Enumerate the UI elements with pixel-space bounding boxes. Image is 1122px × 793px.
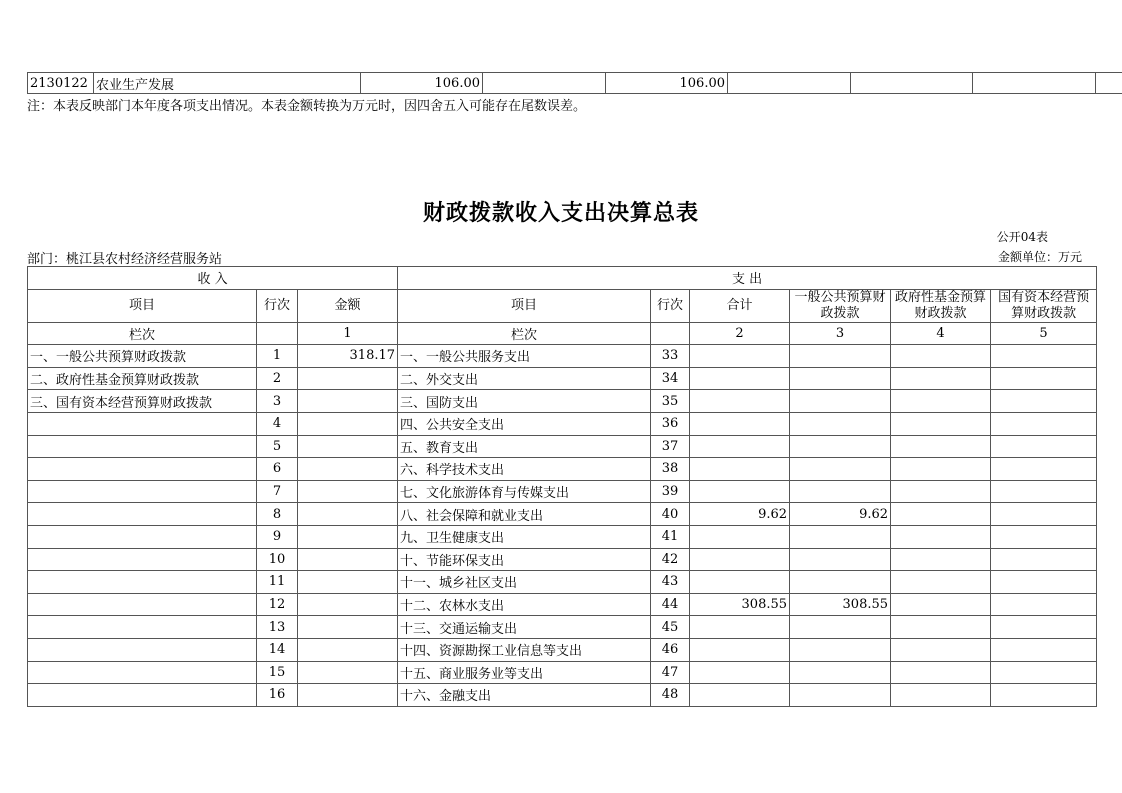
- income-amount-cell: [298, 412, 398, 435]
- income-item-cell: [28, 548, 257, 571]
- general-budget-cell: [790, 571, 891, 594]
- general-budget-cell: 308.55: [790, 593, 891, 616]
- expense-row-no-cell: 43: [651, 571, 690, 594]
- state-capital-cell: [991, 458, 1097, 481]
- expense-row-no-cell: 41: [651, 525, 690, 548]
- gov-fund-cell: [891, 503, 991, 526]
- state-capital-cell: [991, 435, 1097, 458]
- expense-row-no-header: 行次: [651, 289, 690, 322]
- total-cell: [690, 684, 790, 707]
- income-item-cell: 二、政府性基金预算财政拨款: [28, 367, 257, 390]
- total-cell: 308.55: [690, 593, 790, 616]
- empty-cell: [973, 73, 1096, 94]
- expense-section-header: 支 出: [398, 267, 1097, 290]
- income-amount-cell: [298, 571, 398, 594]
- expense-row-no-cell: 48: [651, 684, 690, 707]
- expense-row-no-cell: 36: [651, 412, 690, 435]
- expense-item-cell: 十、节能环保支出: [398, 548, 651, 571]
- expense-row-no-cell: 35: [651, 390, 690, 413]
- total-cell: [690, 571, 790, 594]
- function-code: 2130122: [28, 73, 94, 94]
- expense-row-no-cell: 47: [651, 661, 690, 684]
- gov-fund-cell: [891, 548, 991, 571]
- expense-item-cell: 七、文化旅游体育与传媒支出: [398, 480, 651, 503]
- total-cell: [690, 525, 790, 548]
- table-row: [28, 548, 1097, 571]
- table-row: [28, 412, 1097, 435]
- total-cell: [690, 661, 790, 684]
- income-row-no-cell: 11: [257, 571, 298, 594]
- expense-row-no-cell: 42: [651, 548, 690, 571]
- page-title: 财政拨款收入支出决算总表: [422, 200, 699, 226]
- income-row-no-cell: 7: [257, 480, 298, 503]
- header-row-sections: [28, 267, 1097, 290]
- income-row-no-cell: 5: [257, 435, 298, 458]
- income-amount-cell: [298, 390, 398, 413]
- expense-item-cell: 八、社会保障和就业支出: [398, 503, 651, 526]
- state-capital-cell: [991, 571, 1097, 594]
- income-row-no-header: 行次: [257, 289, 298, 322]
- table-note: 注：本表反映部门本年度各项支出情况。本表金额转换为万元时，因四舍五入可能存在尾数误差。: [27, 99, 587, 114]
- expense-item-cell: 十六、金融支出: [398, 684, 651, 707]
- income-amount-cell: 318.17: [298, 345, 398, 368]
- total-cell: [690, 638, 790, 661]
- income-row-no-cell: 12: [257, 593, 298, 616]
- expense-row-no-cell: 40: [651, 503, 690, 526]
- income-amount-cell: [298, 458, 398, 481]
- income-row-no-cell: 6: [257, 458, 298, 481]
- gov-fund-cell: [891, 593, 991, 616]
- income-item-header: 项目: [28, 289, 257, 322]
- total-cell: [690, 345, 790, 368]
- general-budget-cell: [790, 548, 891, 571]
- table-row: [28, 638, 1097, 661]
- expense-item-cell: 四、公共安全支出: [398, 412, 651, 435]
- income-item-cell: [28, 593, 257, 616]
- general-budget-cell: [790, 412, 891, 435]
- column-number: 1: [298, 322, 398, 345]
- gov-fund-cell: [891, 412, 991, 435]
- income-amount-cell: [298, 503, 398, 526]
- income-item-cell: [28, 435, 257, 458]
- general-budget-cell: [790, 345, 891, 368]
- table-row: [28, 73, 1122, 94]
- general-budget-cell: [790, 480, 891, 503]
- state-capital-cell: [991, 525, 1097, 548]
- table-row: [28, 367, 1097, 390]
- income-item-cell: [28, 638, 257, 661]
- general-budget-cell: [790, 367, 891, 390]
- table-row: [28, 616, 1097, 639]
- function-name: 农业生产发展: [94, 73, 361, 94]
- fiscal-summary-table: [27, 266, 1097, 707]
- expense-row-no-cell: 37: [651, 435, 690, 458]
- table-row: [28, 571, 1097, 594]
- amount-cell: 106.00: [606, 73, 728, 94]
- state-capital-cell: [991, 390, 1097, 413]
- expense-row-no-cell: 38: [651, 458, 690, 481]
- column-number: 4: [891, 322, 991, 345]
- general-budget-cell: [790, 458, 891, 481]
- state-capital-cell: [991, 616, 1097, 639]
- income-row-no-cell: 15: [257, 661, 298, 684]
- income-amount-cell: [298, 367, 398, 390]
- gov-fund-cell: [891, 638, 991, 661]
- state-capital-cell: [991, 593, 1097, 616]
- table-row: [28, 345, 1097, 368]
- income-amount-cell: [298, 480, 398, 503]
- empty-cell: [257, 322, 298, 345]
- income-item-cell: [28, 571, 257, 594]
- expense-row-no-cell: 34: [651, 367, 690, 390]
- total-cell: [690, 480, 790, 503]
- table-row: [28, 684, 1097, 707]
- income-row-no-cell: 13: [257, 616, 298, 639]
- income-item-cell: [28, 684, 257, 707]
- income-item-cell: 三、国有资本经营预算财政拨款: [28, 390, 257, 413]
- empty-cell: [651, 322, 690, 345]
- expense-row-no-cell: 46: [651, 638, 690, 661]
- income-row-no-cell: 2: [257, 367, 298, 390]
- income-amount-cell: [298, 684, 398, 707]
- income-item-cell: [28, 525, 257, 548]
- gov-fund-cell: [891, 345, 991, 368]
- income-item-cell: [28, 480, 257, 503]
- gov-fund-cell: [891, 571, 991, 594]
- expense-item-cell: 十四、资源勘探工业信息等支出: [398, 638, 651, 661]
- expense-item-cell: 十三、交通运输支出: [398, 616, 651, 639]
- general-budget-cell: [790, 616, 891, 639]
- general-budget-cell: [790, 638, 891, 661]
- form-number: 公开04表: [996, 230, 1048, 244]
- table-row: [28, 435, 1097, 458]
- table-row: [28, 525, 1097, 548]
- income-item-cell: [28, 616, 257, 639]
- amount-cell: 106.00: [361, 73, 483, 94]
- state-capital-cell: [991, 503, 1097, 526]
- unit-label: 金额单位：万元: [997, 250, 1082, 264]
- state-capital-cell: [991, 412, 1097, 435]
- income-amount-cell: [298, 638, 398, 661]
- gov-fund-cell: [891, 458, 991, 481]
- column-number: 3: [790, 322, 891, 345]
- previous-table-last-row: [27, 72, 1122, 94]
- gov-fund-cell: [891, 367, 991, 390]
- total-cell: [690, 435, 790, 458]
- total-cell: [690, 367, 790, 390]
- total-cell: [690, 390, 790, 413]
- income-amount-cell: [298, 548, 398, 571]
- expense-row-no-cell: 39: [651, 480, 690, 503]
- expense-row-no-cell: 45: [651, 616, 690, 639]
- expense-item-header: 项目: [398, 289, 651, 322]
- income-row-no-cell: 4: [257, 412, 298, 435]
- department-label: 部门：桃江县农村经济经营服务站: [27, 252, 223, 267]
- income-row-no-cell: 9: [257, 525, 298, 548]
- income-item-cell: 一、一般公共预算财政拨款: [28, 345, 257, 368]
- column-label: 栏次: [398, 322, 651, 345]
- state-capital-cell: [991, 480, 1097, 503]
- state-capital-cell: [991, 548, 1097, 571]
- empty-cell: [851, 73, 973, 94]
- income-amount-cell: [298, 435, 398, 458]
- total-header: 合计: [690, 289, 790, 322]
- income-row-no-cell: 3: [257, 390, 298, 413]
- table-row: [28, 503, 1097, 526]
- gov-fund-cell: [891, 390, 991, 413]
- empty-cell: [1096, 73, 1122, 94]
- expense-item-cell: 十五、商业服务业等支出: [398, 661, 651, 684]
- income-row-no-cell: 10: [257, 548, 298, 571]
- income-item-cell: [28, 412, 257, 435]
- total-cell: [690, 412, 790, 435]
- expense-row-no-cell: 33: [651, 345, 690, 368]
- table-row: [28, 593, 1097, 616]
- table-row: [28, 390, 1097, 413]
- expense-row-no-cell: 44: [651, 593, 690, 616]
- expense-item-cell: 九、卫生健康支出: [398, 525, 651, 548]
- column-label: 栏次: [28, 322, 257, 345]
- general-budget-cell: [790, 390, 891, 413]
- income-item-cell: [28, 458, 257, 481]
- general-budget-cell: [790, 661, 891, 684]
- income-amount-cell: [298, 616, 398, 639]
- gov-fund-cell: [891, 525, 991, 548]
- expense-item-cell: 十二、农林水支出: [398, 593, 651, 616]
- expense-item-cell: 二、外交支出: [398, 367, 651, 390]
- general-budget-cell: [790, 684, 891, 707]
- empty-cell: [483, 73, 606, 94]
- income-amount-header: 金额: [298, 289, 398, 322]
- gov-fund-cell: [891, 661, 991, 684]
- state-capital-cell: [991, 638, 1097, 661]
- column-number: 2: [690, 322, 790, 345]
- state-capital-cell: [991, 367, 1097, 390]
- income-row-no-cell: 8: [257, 503, 298, 526]
- total-cell: [690, 548, 790, 571]
- income-row-no-cell: 16: [257, 684, 298, 707]
- table-row: [28, 661, 1097, 684]
- income-section-header: 收 入: [28, 267, 398, 290]
- expense-item-cell: 十一、城乡社区支出: [398, 571, 651, 594]
- general-budget-header: 一般公共预算财政拨款: [790, 289, 891, 322]
- income-item-cell: [28, 661, 257, 684]
- gov-fund-cell: [891, 684, 991, 707]
- state-capital-header: 国有资本经营预算财政拨款: [991, 289, 1097, 322]
- state-capital-cell: [991, 345, 1097, 368]
- state-capital-cell: [991, 661, 1097, 684]
- gov-fund-cell: [891, 480, 991, 503]
- income-amount-cell: [298, 593, 398, 616]
- income-row-no-cell: 14: [257, 638, 298, 661]
- gov-fund-cell: [891, 616, 991, 639]
- income-amount-cell: [298, 525, 398, 548]
- expense-item-cell: 六、科学技术支出: [398, 458, 651, 481]
- table-row: [28, 458, 1097, 481]
- general-budget-cell: 9.62: [790, 503, 891, 526]
- income-row-no-cell: 1: [257, 345, 298, 368]
- gov-fund-header: 政府性基金预算财政拨款: [891, 289, 991, 322]
- header-row-columns: [28, 289, 1097, 322]
- table-row: [28, 480, 1097, 503]
- total-cell: [690, 458, 790, 481]
- expense-item-cell: 五、教育支出: [398, 435, 651, 458]
- expense-item-cell: 三、国防支出: [398, 390, 651, 413]
- expense-item-cell: 一、一般公共服务支出: [398, 345, 651, 368]
- income-item-cell: [28, 503, 257, 526]
- empty-cell: [728, 73, 851, 94]
- header-row-column-numbers: [28, 322, 1097, 345]
- total-cell: 9.62: [690, 503, 790, 526]
- state-capital-cell: [991, 684, 1097, 707]
- income-amount-cell: [298, 661, 398, 684]
- gov-fund-cell: [891, 435, 991, 458]
- column-number: 5: [991, 322, 1097, 345]
- total-cell: [690, 616, 790, 639]
- general-budget-cell: [790, 435, 891, 458]
- general-budget-cell: [790, 525, 891, 548]
